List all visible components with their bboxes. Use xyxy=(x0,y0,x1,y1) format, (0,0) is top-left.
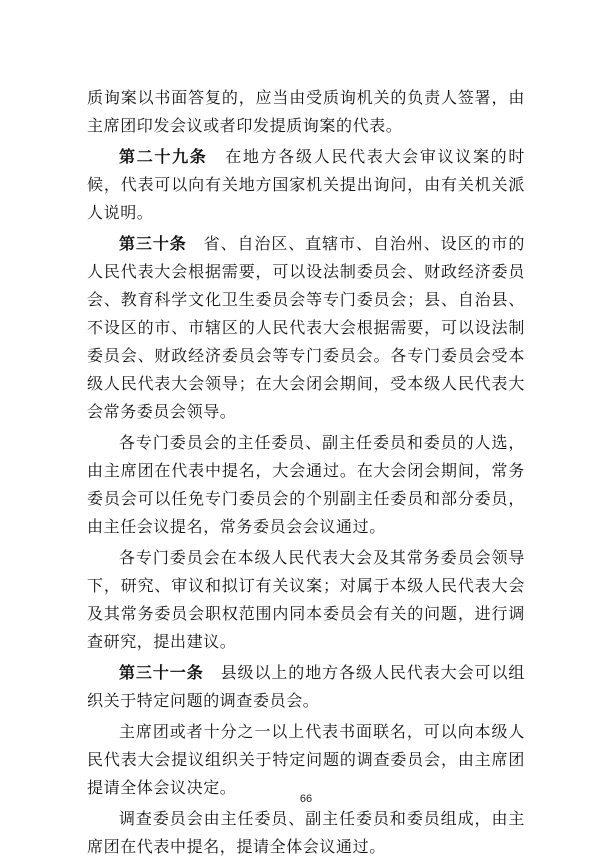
article-30-text: 省、自治区、直辖市、自治州、设区的市的人民代表大会根据需要，可以设法制委员会、财政经济委员会、教育科学文化卫生委员会等专门委员会；县、自治县、不设区的市、市辖区的人民代表大会根据需要，可以设法制委员会、财政经济委员会等专门委员会。各专门委员会受本级人民代表大会领导；在大会闭会期间，受本级人民代表大会常务委员会领导。 xyxy=(87,234,525,421)
article-31-paragraph-2 xyxy=(87,718,525,802)
article-31-paragraph xyxy=(87,659,525,715)
article-30-number: 第三十条 xyxy=(119,234,187,253)
article-29-text: 在地方各级人民代表大会审议议案的时候，代表可以向有关地方国家机关提出询问，由有关机关派人说明。 xyxy=(87,147,525,222)
article-30-paragraph xyxy=(87,230,525,426)
article-31-paragraph-2-text: 主席团或者十分之一以上代表书面联名，可以向本级人民代表大会提议组织关于特定问题的调查委员会，由主席团提请全体会议决定。 xyxy=(87,722,525,797)
article-30-paragraph-2 xyxy=(87,429,525,541)
document-body xyxy=(87,84,525,864)
paragraph-1-text: 质询案以书面答复的，应当由受质询机关的负责人签署，由主席团印发会议或者印发提质询案的代表。 xyxy=(87,88,525,135)
article-31-paragraph-3-text: 调查委员会由主任委员、副主任委员和委员组成，由主席团在代表中提名，提请全体会议通过。 xyxy=(87,809,525,856)
article-31-paragraph-3 xyxy=(87,805,525,861)
article-31-text: 县级以上的地方各级人民代表大会可以组织关于特定问题的调查委员会。 xyxy=(87,663,525,710)
article-29-paragraph xyxy=(87,143,525,227)
article-29-number: 第二十九条 xyxy=(119,147,208,166)
page-number: 66 xyxy=(299,793,313,805)
article-31-number: 第三十一条 xyxy=(119,663,204,682)
article-30-paragraph-2-text: 各专门委员会的主任委员、副主任委员和委员的人选，由主席团在代表中提名，大会通过。在大会闭会期间，常务委员会可以任免专门委员会的个别副主任委员和部分委员，由主任会议提名，常务委员会会议通过。 xyxy=(87,433,525,536)
article-30-paragraph-3-text: 各专门委员会在本级人民代表大会及其常务委员会领导下，研究、审议和拟订有关议案；对属于本级人民代表大会及其常务委员会职权范围内同本委员会有关的问题，进行调查研究，提出建议。 xyxy=(87,548,525,651)
article-30-paragraph-3 xyxy=(87,544,525,656)
paragraph-1 xyxy=(87,84,525,140)
